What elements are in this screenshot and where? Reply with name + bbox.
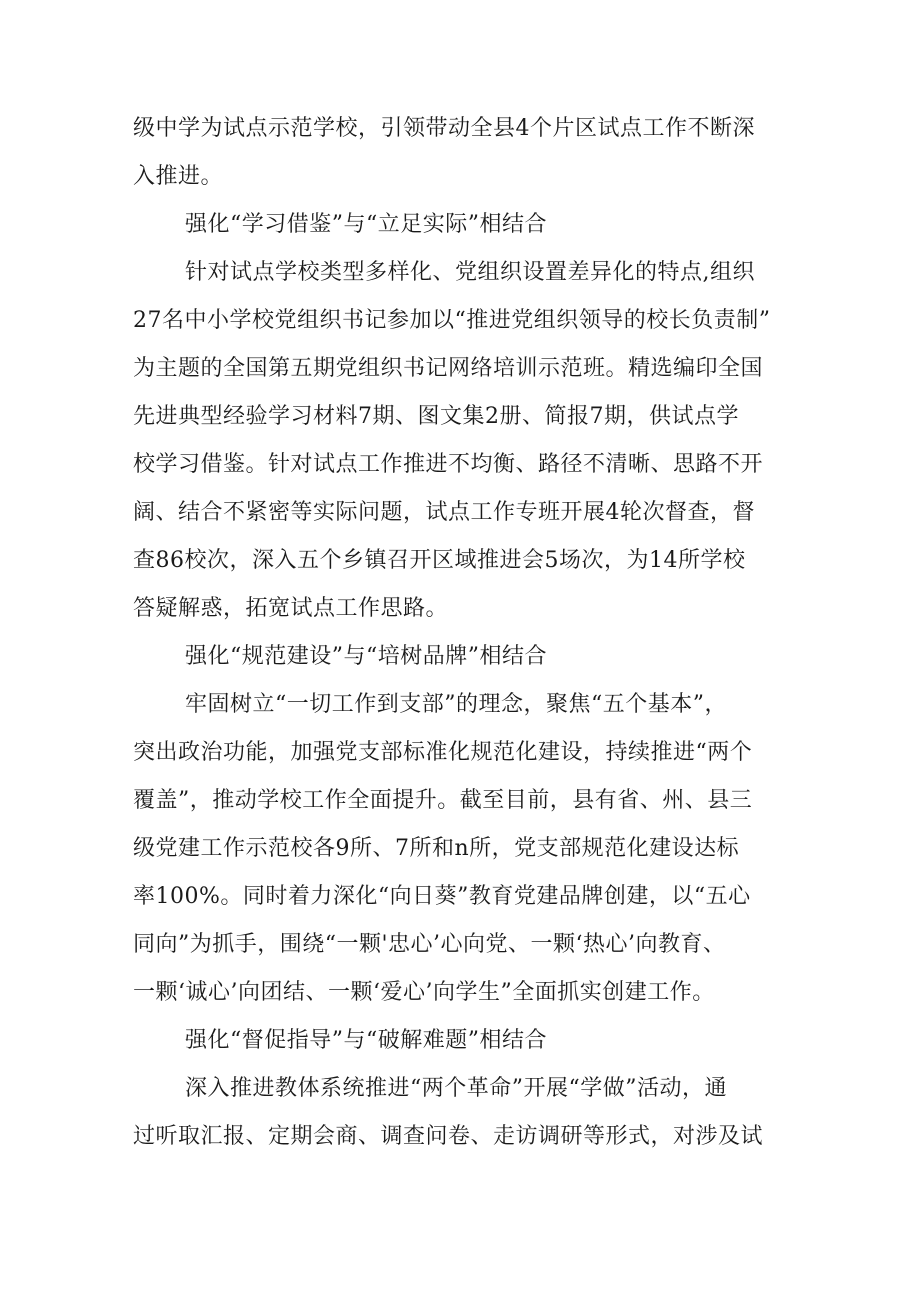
body-text-line: 级中学为试点示范学校，引领带动全县4个片区试点工作不断深 [133, 116, 755, 141]
section-heading: 强化“学习借鉴”与“立足实际”相结合 [185, 212, 547, 237]
body-text-line: 针对试点学校类型多样化、党组织设置差异化的特点,组织 [185, 260, 755, 285]
body-text-line: 过听取汇报、定期会商、调查问卷、走访调研等形式，对涉及试 [133, 1124, 764, 1149]
section-heading: 强化“规范建设”与“培树品牌”相结合 [185, 644, 547, 669]
body-text-line: 为主题的全国第五期党组织书记网络培训示范班。精选编印全国 [133, 356, 764, 381]
body-text-line: 深入推进教体系统推进“两个革命”开展“学做”活动，通 [185, 1076, 727, 1101]
body-text-line: 先进典型经验学习材料7期、图文集2册、简报7期，供试点学 [133, 404, 739, 429]
body-text-line: 牢固树立“一切工作到支部”的理念，聚焦“五个基本”， [185, 692, 727, 717]
body-text-line: 突出政治功能，加强党支部标准化规范化建设，持续推进“两个 [133, 740, 753, 765]
body-text-line: 27名中小学校党组织书记参加以“推进党组织领导的校长负责制” [133, 308, 771, 333]
body-text-line: 答疑解惑，拓宽试点工作思路。 [133, 596, 449, 621]
body-text-line: 阔、结合不紧密等实际问题，试点工作专班开展4轮次督查，督 [133, 500, 755, 525]
section-heading: 强化“督促指导”与“破解难题”相结合 [185, 1028, 547, 1053]
body-text-line: 一颗‘诚心’向团结、一颗‘爱心’向学生”全面抓实创建工作。 [133, 980, 715, 1005]
body-text-line: 覆盖”，推动学校工作全面提升。截至目前，县有省、州、县三 [133, 788, 753, 813]
body-text-line: 级党建工作示范校各9所、7所和n所，党支部规范化建设达标 [133, 836, 740, 861]
body-text-line: 同向”为抓手，围绕“一颗'忠心’心向党、一颗‘热心’向教育、 [133, 932, 726, 957]
body-text-line: 校学习借鉴。针对试点工作推进不均衡、路径不清晰、思路不开 [133, 452, 764, 477]
body-text-line: 查86校次，深入五个乡镇召开区域推进会5场次，为14所学校 [133, 548, 746, 573]
body-text-line: 入推进。 [133, 164, 224, 189]
body-text-line: 率100%。同时着力深化“向日葵”教育党建品牌创建，以“五心 [133, 884, 751, 909]
